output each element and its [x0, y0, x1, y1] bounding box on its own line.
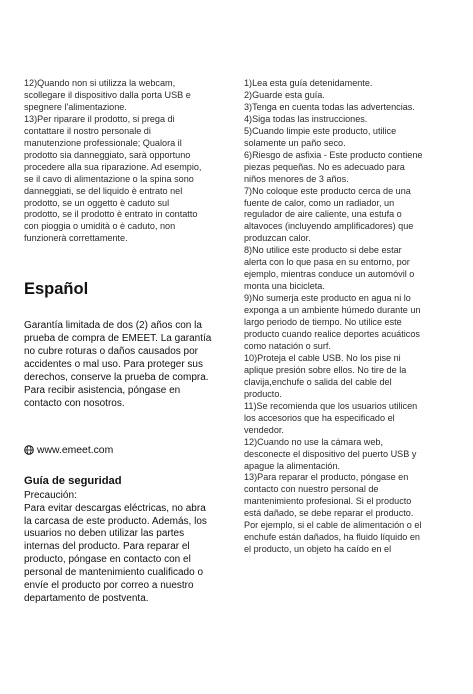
website-link[interactable]: www.emeet.com	[37, 444, 114, 456]
text-line: aplique presión sobre ellos. No tire de la	[244, 364, 407, 375]
text-line: 6)Riesgo de asfixia - Este producto contiene	[244, 149, 423, 160]
text-line: departamento de postventa.	[24, 592, 149, 604]
text-line: 13)Per riparare il prodotto, si prega di	[24, 113, 175, 124]
text-line: altavoces (incluyendo amplificadores) que	[244, 221, 414, 232]
italian-safety-text	[24, 78, 220, 245]
text-line: 12)Cuando no use la cámara web,	[244, 436, 384, 447]
section-heading-espanol: Español	[24, 280, 89, 299]
text-line: prodotto, se un oggetto è caduto sul	[24, 197, 170, 208]
text-line: 11)Se recomienda que los usuarios utilicen	[244, 400, 418, 411]
text-line: contacto con nuestro personal de	[244, 484, 379, 495]
text-line: produzcan calor.	[244, 233, 311, 244]
text-line: el producto, un objeto ha caído en el	[244, 544, 392, 555]
text-line: accidentes o mal uso. Para proteger sus	[24, 359, 203, 371]
text-line: spegnere l'alimentazione.	[24, 101, 127, 112]
text-line: 4)Siga todas las instrucciones.	[244, 113, 368, 124]
text-line: scollegare il dispositivo dalla porta USB e	[24, 89, 191, 100]
text-line: 12)Quando non si utilizza la webcam,	[24, 78, 176, 88]
text-line: Por ejemplo, si el cable de alimentación o el	[244, 520, 422, 531]
text-line: envíe el producto por correo a nuestro	[24, 580, 194, 592]
text-line: alerta con lo que pasa en su entorno, por	[244, 257, 410, 268]
text-line: Para recibir asistencia, póngase en	[24, 384, 181, 396]
text-line: usuarios no deben utilizar las partes	[24, 528, 185, 540]
safety-guide-title: Guía de seguridad	[24, 474, 122, 487]
text-line: 7)No coloque este producto cerca de una	[244, 185, 411, 196]
text-line: solamente un paño seco.	[244, 137, 346, 148]
text-line: producto cuando realice deportes acuáticos	[244, 329, 420, 340]
text-line: 13)Para reparar el producto, póngase en	[244, 472, 409, 483]
globe-icon	[24, 445, 34, 455]
text-line: 1)Lea esta guía detenidamente.	[244, 78, 373, 88]
text-line: 10)Proteja el cable USB. No los pise ni	[244, 352, 401, 363]
text-line: manutenzione professionale; Qualora il	[24, 137, 182, 148]
text-line: 3)Tenga en cuenta todas las advertencias.	[244, 101, 415, 112]
text-line: niños menores de 3 años.	[244, 173, 349, 184]
text-line: contacto con nosotros.	[24, 397, 125, 409]
caution-label: Precaución:	[24, 489, 77, 501]
text-line: derechos, conserve la prueba de compra.	[24, 371, 209, 383]
text-line: apague la alimentación.	[244, 460, 341, 471]
text-line: contattare il nostro personale di	[24, 125, 151, 136]
text-line: producto.	[244, 388, 282, 399]
text-line: Garantía limitada de dos (2) años con la	[24, 320, 202, 332]
text-line: no cubre roturas o daños causados por	[24, 346, 198, 358]
text-line: prodotto sia danneggiato, sarà opportuno	[24, 149, 191, 160]
text-line: fuente de calor, como un radiador, un	[244, 197, 395, 208]
text-line: exponga a un ambiente húmedo durante un	[244, 305, 421, 316]
text-line: regulador de aire caliente, una estufa o	[244, 209, 402, 220]
text-line: producto, póngase en contacto con el	[24, 554, 191, 566]
text-line: 2)Guarde esta guía.	[244, 89, 325, 100]
text-line: ejemplo, mientras conduce un automóvil o	[244, 269, 415, 280]
text-line: los accesorios que ha especificado el	[244, 412, 395, 423]
text-line: prodotto, se il prodotto è entrato in contatto	[24, 209, 198, 220]
text-line: funzionerà correttamente.	[24, 233, 128, 244]
text-line: largo periodo de tiempo. No utilice este	[244, 317, 402, 328]
text-line: procedere alla sua riparazione. Ad esempio,	[24, 161, 202, 172]
text-line: como natación o surf.	[244, 340, 331, 351]
text-line: monta una bicicleta.	[244, 281, 325, 292]
spanish-safety-instructions	[244, 78, 452, 556]
text-line: Para evitar descargas eléctricas, no abra	[24, 502, 206, 514]
text-line: enchufe están dañados, ha fluido líquido en	[244, 532, 420, 543]
warranty-text	[24, 320, 220, 410]
left-column	[24, 78, 220, 606]
text-line: vendedor.	[244, 424, 284, 435]
text-line: 8)No utilice este producto si debe estar	[244, 245, 402, 256]
text-line: personal de mantenimiento cualificado o	[24, 567, 203, 579]
text-line: mantenimiento profesional. Si el producto	[244, 496, 412, 507]
text-line: 5)Cuando limpie este producto, utilice	[244, 125, 397, 136]
text-line: clavija,enchufe o salida del cable del	[244, 376, 392, 387]
text-line: con pioggia o umidità o è caduto, non	[24, 221, 176, 232]
caution-text	[24, 503, 220, 606]
text-line: danneggiati, se del liquido è entrato nel	[24, 185, 183, 196]
text-line: desconecte el dispositivo del puerto USB y	[244, 448, 417, 459]
text-line: piezas pequeñas. No es adecuado para	[244, 161, 405, 172]
text-line: se il cavo di alimentazione o la spina sono	[24, 173, 194, 184]
text-line: está dañado, se debe reparar el producto.	[244, 508, 414, 519]
right-column	[244, 78, 452, 556]
text-line: internas del producto. Para reparar el	[24, 541, 190, 553]
text-line: la carcasa de este producto. Además, los	[24, 515, 207, 527]
website-row	[24, 445, 220, 456]
text-line: 9)No sumerja este producto en agua ni lo	[244, 293, 411, 304]
text-line: prueba de compra de EMEET. La garantía	[24, 333, 212, 345]
